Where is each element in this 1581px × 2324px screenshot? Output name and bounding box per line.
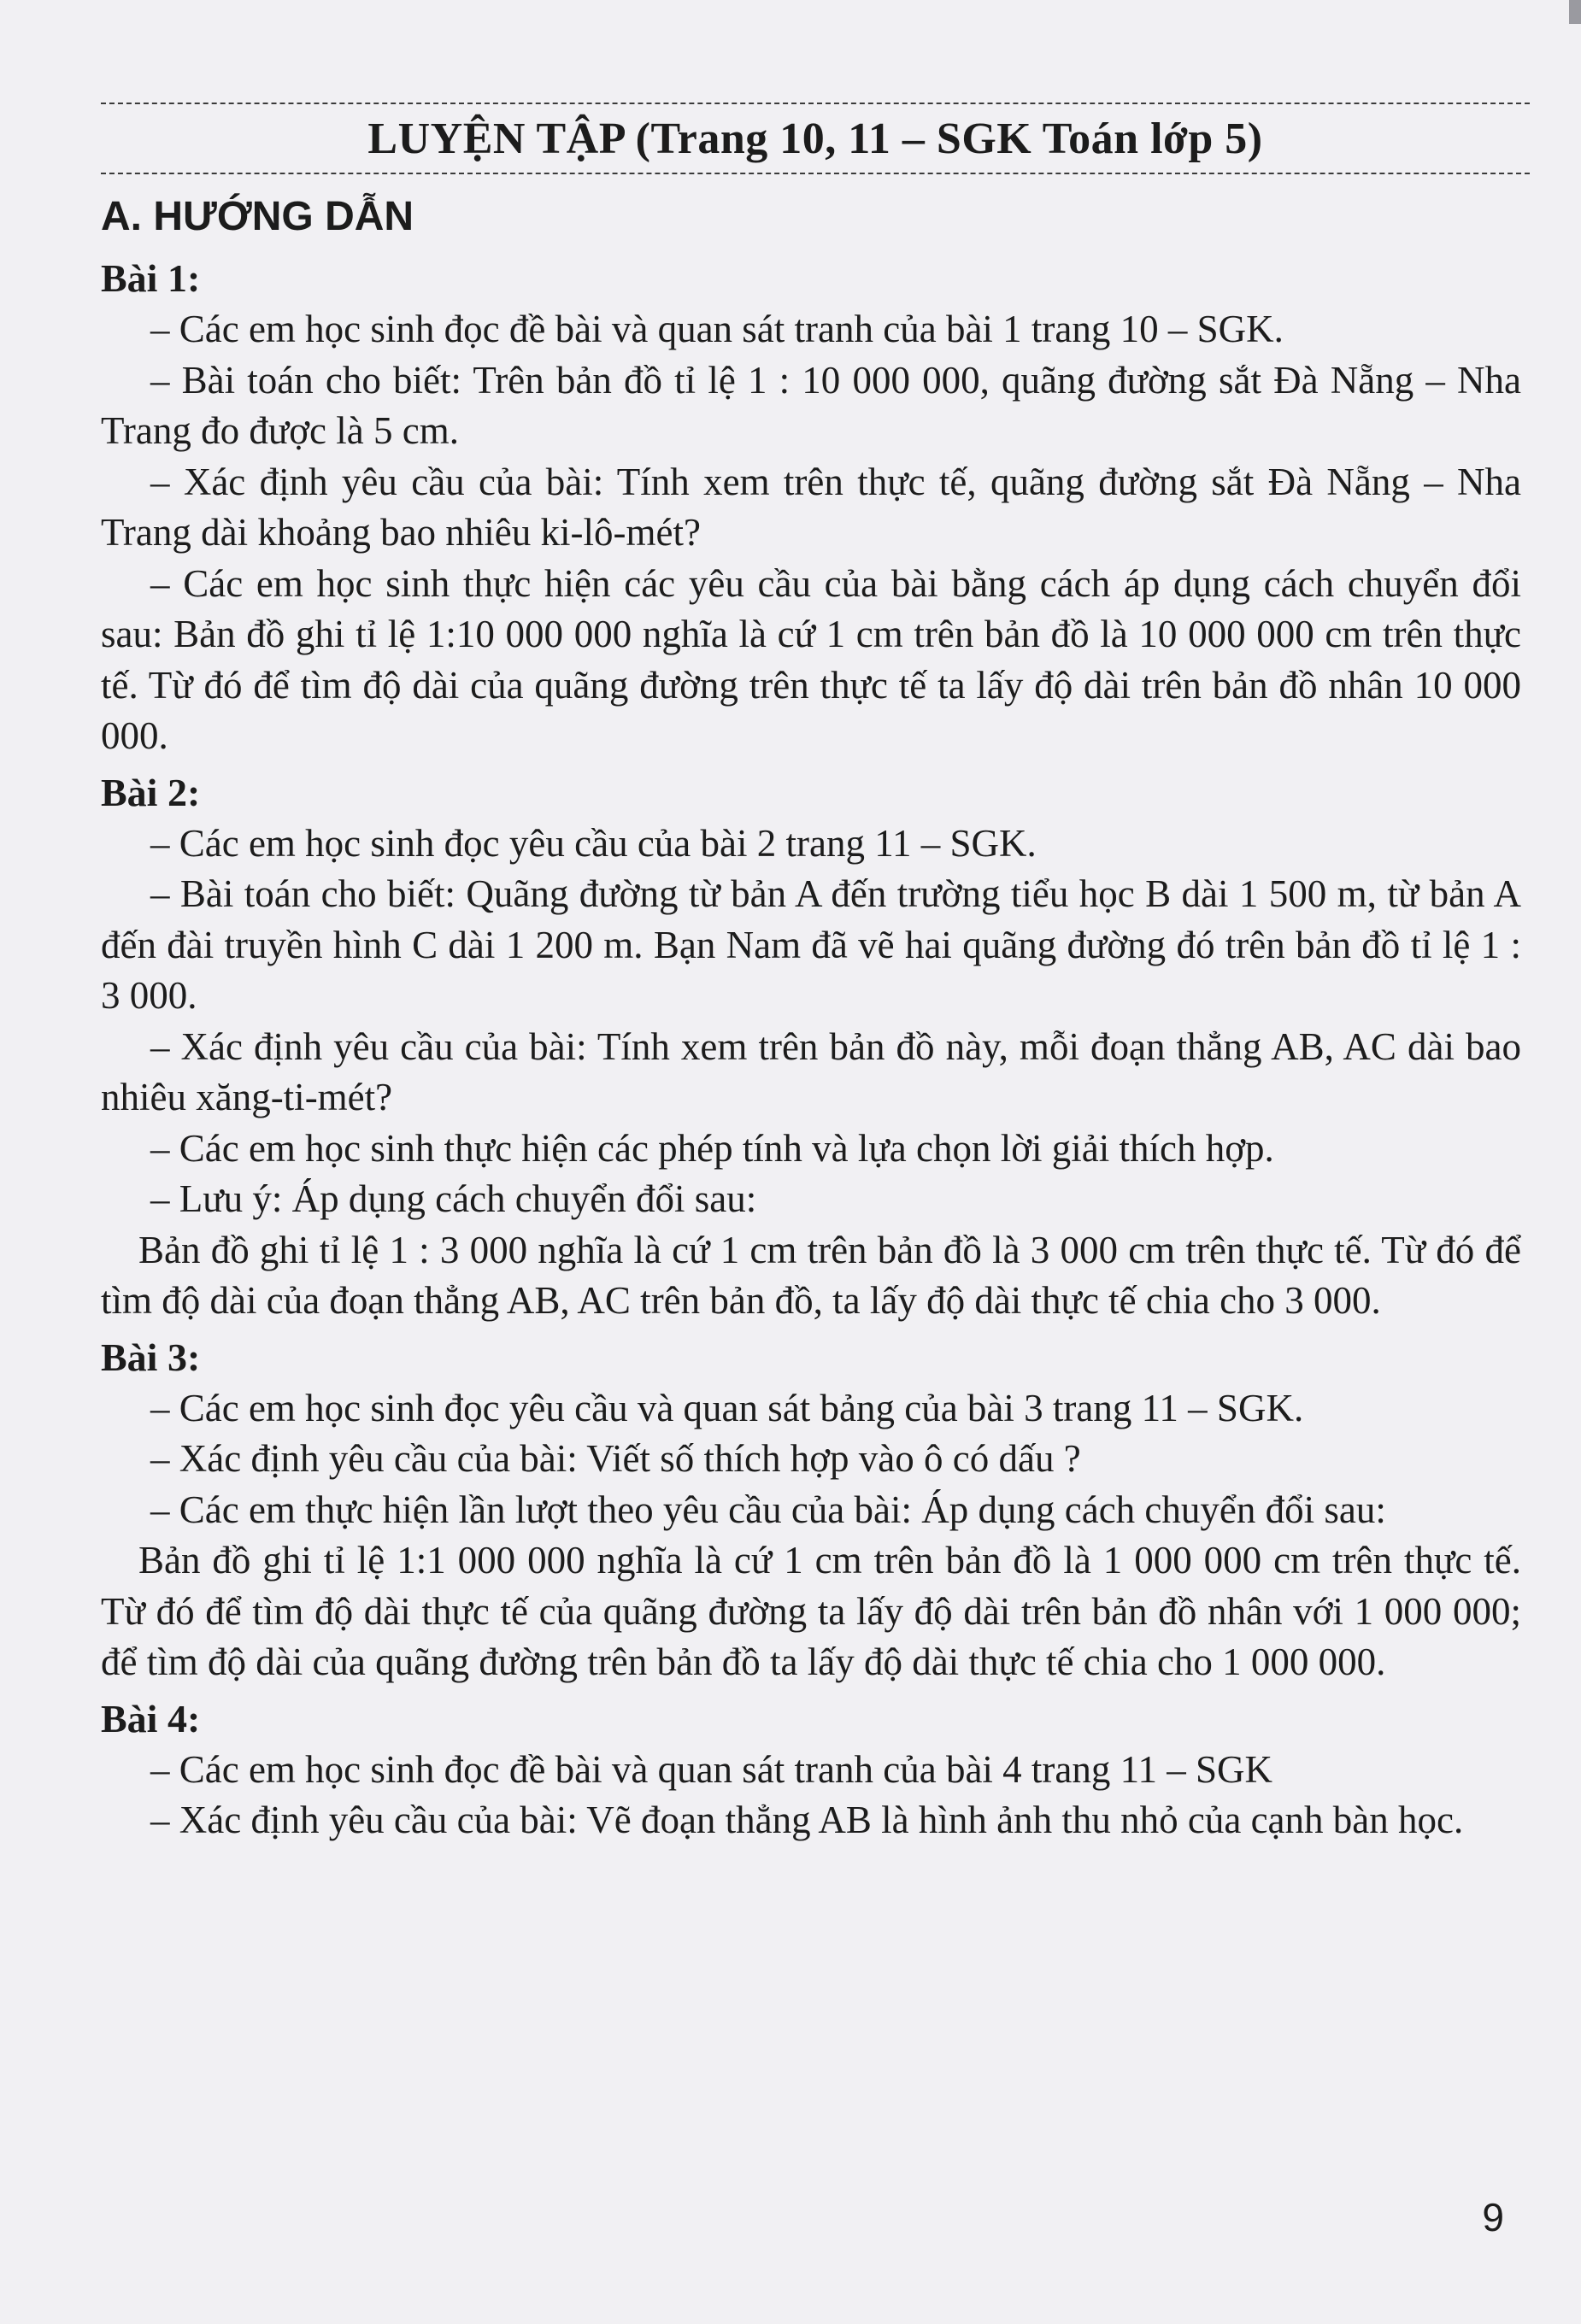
exercise-title: Bài 4: xyxy=(101,1696,201,1740)
paragraph: Bản đồ ghi tỉ lệ 1 : 3 000 nghĩa là cứ 1 cm trên bản đồ là 3 000 cm trên thực tế. Từ đó để tìm độ dài của đoạn thẳng AB, AC trên bản đồ, ta lấy độ dài thực tế chia cho 3 000. xyxy=(101,1228,1521,1322)
exercise-2 xyxy=(101,767,1521,1327)
exercise-4 xyxy=(101,1693,1521,1846)
exercise-3 xyxy=(101,1332,1521,1688)
exercise-1 xyxy=(101,253,1521,762)
title-bar xyxy=(101,101,1530,178)
paragraph: – Các em học sinh đọc yêu cầu của bài 2 trang 11 – SGK. xyxy=(150,821,1037,865)
page-edge xyxy=(1569,0,1581,24)
paragraph: – Xác định yêu cầu của bài: Tính xem trên bản đồ này, mỗi đoạn thẳng AB, AC dài bao nhiêu xăng-ti-mét? xyxy=(101,1024,1521,1118)
paragraph: – Các em học sinh thực hiện các phép tính và lựa chọn lời giải thích hợp. xyxy=(150,1126,1274,1170)
paragraph: – Các em học sinh thực hiện các yêu cầu của bài bằng cách áp dụng cách chuyển đổi sau: Bản đồ ghi tỉ lệ 1:10 000 000 nghĩa là cứ 1 cm trên bản đồ là 10 000 000 cm trên thực tế. Từ đó để tìm độ dài của quãng đường trên thực tế ta lấy độ dài trên bản đồ nhân 10 000 000. xyxy=(101,561,1521,757)
page-content xyxy=(101,183,1521,1852)
paragraph: – Lưu ý: Áp dụng cách chuyển đổi sau: xyxy=(150,1177,757,1220)
exercise-title: Bài 3: xyxy=(101,1335,201,1379)
paragraph: – Các em học sinh đọc đề bài và quan sát tranh của bài 4 trang 11 – SGK xyxy=(150,1747,1272,1791)
page-title: LUYỆN TẬP (Trang 10, 11 – SGK Toán lớp 5) xyxy=(367,114,1263,163)
paragraph: – Bài toán cho biết: Trên bản đồ tỉ lệ 1 : 10 000 000, quãng đường sắt Đà Nẵng – Nha Trang đo được là 5 cm. xyxy=(101,358,1521,452)
paragraph: – Xác định yêu cầu của bài: Tính xem trên thực tế, quãng đường sắt Đà Nẵng – Nha Trang dài khoảng bao nhiêu ki-lô-mét? xyxy=(101,460,1521,554)
bottom-dashed-rule xyxy=(101,173,1530,174)
paragraph: – Xác định yêu cầu của bài: Viết số thích hợp vào ô có dấu ? xyxy=(150,1437,1081,1480)
paragraph: – Các em học sinh đọc yêu cầu và quan sát bảng của bài 3 trang 11 – SGK. xyxy=(150,1386,1304,1429)
page-number: 9 xyxy=(1482,2195,1504,2239)
paragraph: – Các em học sinh đọc đề bài và quan sát tranh của bài 1 trang 10 – SGK. xyxy=(150,308,1284,350)
paragraph: – Các em thực hiện lần lượt theo yêu cầu của bài: Áp dụng cách chuyển đổi sau: xyxy=(150,1488,1386,1531)
paragraph: Bản đồ ghi tỉ lệ 1:1 000 000 nghĩa là cứ 1 cm trên bản đồ là 1 000 000 cm trên thực tế. Từ đó để tìm độ dài thực tế của quãng đường ta lấy độ dài trên bản đồ nhân với 1 000 000; để tìm độ dài của quãng đường trên bản đồ ta lấy độ dài thực tế chia cho 1 000 000. xyxy=(101,1539,1521,1683)
top-dashed-rule xyxy=(101,103,1530,104)
exercise-title: Bài 1: xyxy=(101,256,201,300)
paragraph: – Xác định yêu cầu của bài: Vẽ đoạn thẳng AB là hình ảnh thu nhỏ của cạnh bàn học. xyxy=(150,1799,1464,1841)
paragraph: – Bài toán cho biết: Quãng đường từ bản A đến trường tiểu học B dài 1 500 m, từ bản A đến đài truyền hình C dài 1 200 m. Bạn Nam đã vẽ hai quãng đường đó trên bản đồ tỉ lệ 1 : 3 000. xyxy=(101,872,1521,1017)
section-heading: A. HƯỚNG DẪN xyxy=(101,194,414,239)
exercise-title: Bài 2: xyxy=(101,770,201,814)
